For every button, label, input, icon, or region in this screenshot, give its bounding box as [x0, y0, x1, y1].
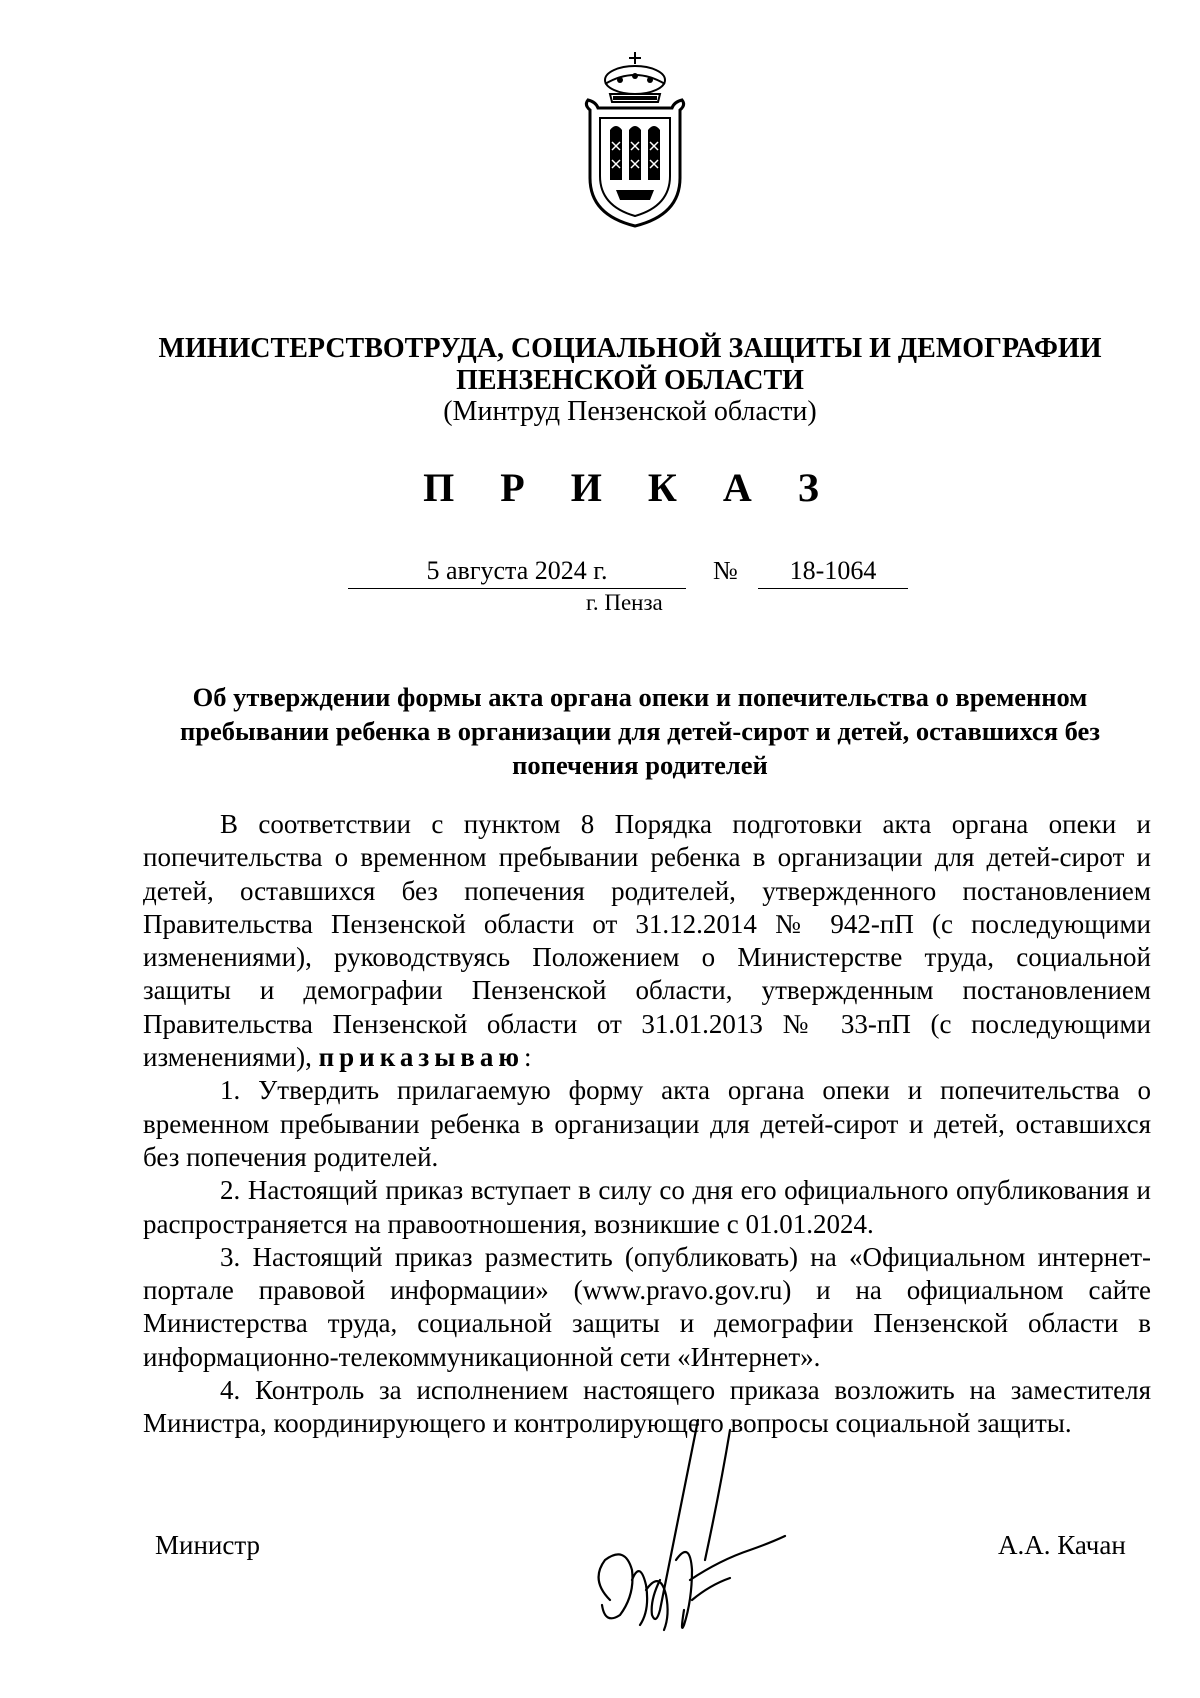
- preamble-text: В соответствии с пунктом 8 Порядка подготовки акта органа опеки и попечительства о временном пребывании ребенка в организации для детей-сирот и детей, оставшихся без попечения родителей, утвержденного постановлением Правительства Пензенской области от 31.12.2014 № 942-пП (с последующими изменениями), руководствуясь Положением о Министерстве труда, социальной защиты и демографии Пензенской области, утвержденным постановлением Правительства Пензенской области от 31.01.2013 № 33-пП (с последующими изменениями),: [143, 809, 1151, 1073]
- document-number: 18-1064: [758, 556, 908, 589]
- item-1: 1. Утвердить прилагаемую форму акта органа опеки и попечительства о временном пребывании ребенка в организации для детей-сирот и детей, оставшихся без попечения родителей.: [143, 1075, 1151, 1172]
- ministry-name-line-2: ПЕНЗЕНСКОЙ ОБЛАСТИ: [456, 365, 804, 396]
- document-date: 5 августа 2024 г.: [348, 556, 686, 589]
- handwritten-signature: [580, 1410, 810, 1670]
- number-sign: №: [713, 556, 738, 585]
- ministry-name-line-1: МИНИСТЕРСТВОТРУДА, СОЦИАЛЬНОЙ ЗАЩИТЫ И ДЕМОГРАФИИ: [158, 333, 1102, 364]
- document-type: П Р И К А З: [423, 465, 837, 510]
- item-3: 3. Настоящий приказ разместить (опубликовать) на «Официальном интернет-портале правовой информации» (www.pravo.gov.ru) и на официальном сайте Министерства труда, социальной защиты и демографии Пензенской области в информационно-телекоммуникационной сети «Интернет».: [143, 1241, 1151, 1372]
- order-word: приказываю: [318, 1042, 525, 1073]
- ministry-short-name: (Минтруд Пензенской области): [443, 396, 817, 427]
- document-city: г. Пенза: [586, 590, 663, 615]
- item-2: 2. Настоящий приказ вступает в силу со дня его официального опубликования и распространяется на правоотношения, возникшие с 01.01.2024.: [143, 1175, 1151, 1239]
- order-colon: :: [524, 1042, 532, 1073]
- signer-name: А.А. Качан: [998, 1530, 1126, 1560]
- document-title: Об утверждении формы акта органа опеки и попечительства о временном пребывании ребенка в организации для детей-сирот и детей, оставшихся без попечения родителей: [180, 682, 1100, 780]
- item-4: 4. Контроль за исполнением настоящего приказа возложить на заместителя Министра, координирующего и контролирующего вопросы социальной защиты.: [143, 1375, 1151, 1439]
- signer-position: Министр: [155, 1530, 260, 1560]
- preamble-paragraph: [143, 808, 1151, 1074]
- coat-of-arms-icon: [580, 50, 690, 230]
- document-body: [143, 808, 1151, 1441]
